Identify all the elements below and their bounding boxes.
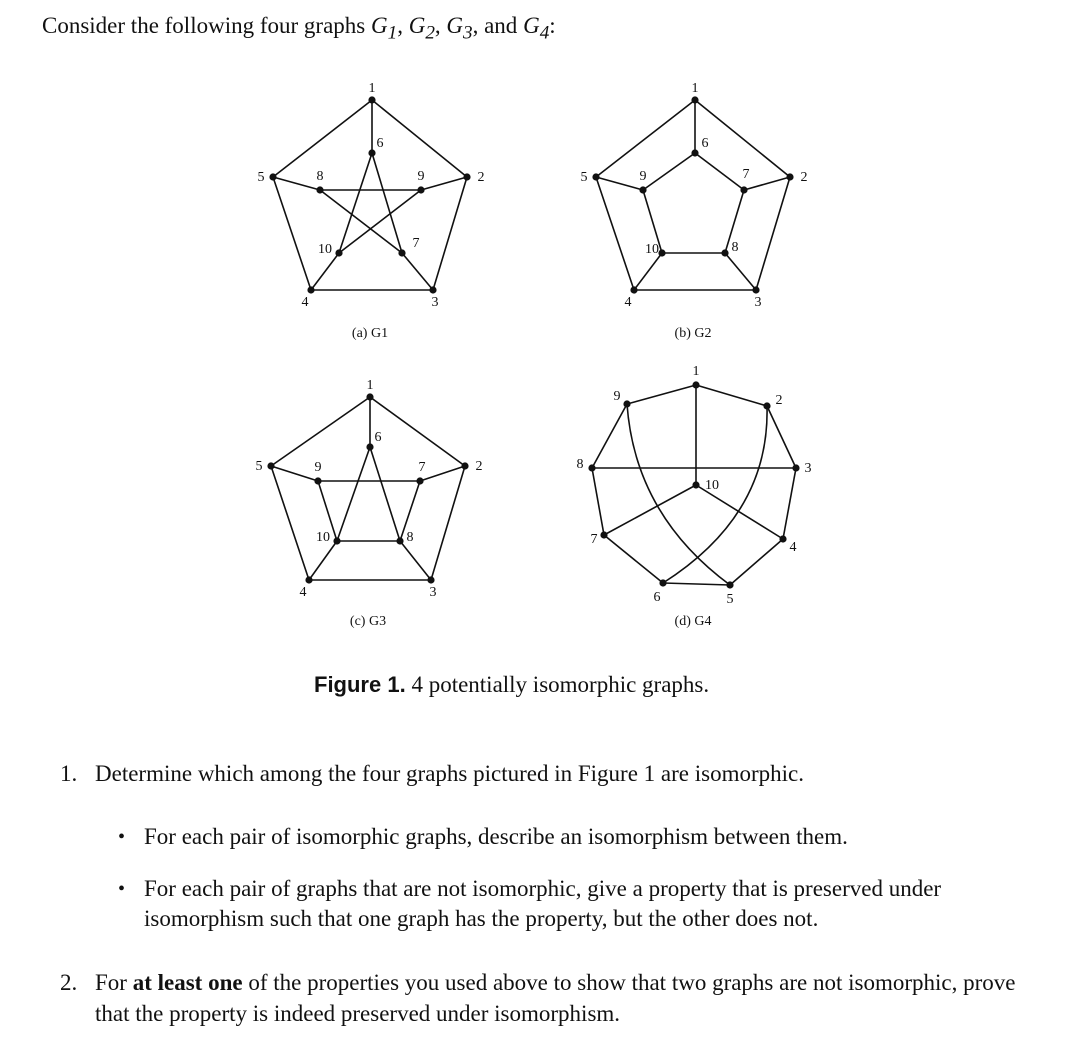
question-1-number: 1. [60, 761, 78, 786]
g2-vertex-8 [721, 249, 728, 256]
graph-g1-panel [258, 81, 485, 310]
g2-edge-5-1 [596, 100, 695, 177]
g4-vertex-3 [792, 464, 799, 471]
g2-edge-2-3 [756, 177, 790, 290]
intro-g1: $G_1$ [370, 13, 398, 44]
g2-edge-6-7 [695, 153, 744, 190]
g2-vertex-label-6: 6 [701, 136, 709, 151]
g4-vertex-label-1: 1 [692, 364, 700, 379]
g1-vertex-1 [368, 96, 375, 103]
g2-edge-4-10 [634, 253, 662, 290]
intro-prefix: Consider the following four graphs [42, 13, 366, 38]
g2-vertex-label-3: 3 [754, 295, 762, 310]
figure-caption-text: 4 potentially isomorphic graphs. [411, 672, 710, 697]
g3-vertex-label-1: 1 [366, 378, 374, 393]
g4-edge-2-3 [767, 406, 796, 468]
graphs-figure [240, 75, 840, 645]
g3-edge-6-10 [337, 447, 370, 541]
g1-vertex-9 [417, 186, 424, 193]
g3-vertex-label-2: 2 [475, 459, 483, 474]
bullet-isomorphic [118, 822, 1058, 854]
g3-edge-2-3 [431, 466, 465, 580]
bullet-not-isomorphic-text: For each pair of graphs that are not isomorphic, give a property that is preserved under isomorphism such that one graph has the property, but the other does not. [144, 876, 942, 931]
question-2-number: 2. [60, 970, 78, 995]
g4-edge-5-6 [663, 583, 730, 585]
g4-edge-6-7 [604, 535, 663, 583]
g1-edge-2-3 [433, 177, 467, 290]
g1-edge-8-7 [320, 190, 402, 253]
intro-sentence: Consider the following four graphs $G_1$, $G_2$, $G_3$, and $G_4$: [42, 13, 556, 44]
g4-vertex-1 [692, 381, 699, 388]
g3-edge-2-7 [420, 466, 465, 481]
g2-edge-4-5 [596, 177, 634, 290]
g2-vertex-6 [691, 149, 698, 156]
g2-vertex-9 [639, 186, 646, 193]
g1-edge-4-5 [273, 177, 311, 290]
g2-vertex-2 [786, 173, 793, 180]
g3-vertex-7 [416, 477, 423, 484]
g4-vertex-label-8: 8 [576, 457, 584, 472]
question-1 [60, 758, 1040, 790]
intro-g3: $G_3$ [446, 13, 473, 44]
g1-vertex-label-1: 1 [368, 81, 376, 96]
g4-vertex-label-7: 7 [590, 532, 598, 547]
g4-vertex-4 [779, 535, 786, 542]
g1-vertex-label-10: 10 [318, 242, 332, 257]
question-2 [60, 967, 1050, 1033]
g4-edge-7-8 [592, 468, 604, 535]
g4-edge-9-1 [627, 385, 696, 404]
g4-vertex-label-4: 4 [789, 540, 797, 555]
g2-edge-9-6 [643, 153, 695, 190]
figure-1 [240, 75, 840, 645]
bullet-marker: • [118, 878, 126, 900]
g4-vertex-label-2: 2 [775, 393, 783, 408]
g1-vertex-10 [335, 249, 342, 256]
g4-vertex-label-9: 9 [613, 389, 621, 404]
graph-g4-panel [577, 364, 812, 607]
g4-vertex-6 [659, 579, 666, 586]
g3-edge-5-1 [271, 397, 370, 466]
intro-g2: $G_2$ [408, 13, 435, 44]
g4-vertex-label-3: 3 [804, 461, 812, 476]
g3-vertex-8 [396, 537, 403, 544]
g2-vertex-label-7: 7 [742, 167, 750, 182]
g1-vertex-label-9: 9 [417, 169, 425, 184]
g3-vertex-2 [461, 462, 468, 469]
intro-and: and [484, 13, 518, 38]
graph-g2-panel [581, 81, 808, 310]
g1-vertex-8 [316, 186, 323, 193]
g1-edge-6-10 [339, 153, 372, 253]
g2-edge-3-8 [725, 253, 756, 290]
g3-vertex-label-7: 7 [418, 460, 426, 475]
g2-edge-1-2 [695, 100, 790, 177]
g1-edge-7-6 [372, 153, 402, 253]
g1-vertex-label-7: 7 [412, 236, 420, 251]
graph-g3-panel [256, 378, 483, 600]
g3-vertex-1 [366, 393, 373, 400]
g1-vertex-7 [398, 249, 405, 256]
g4-vertex-7 [600, 531, 607, 538]
g1-vertex-label-6: 6 [376, 136, 384, 151]
g3-vertex-label-3: 3 [429, 585, 437, 600]
g4-vertex-10 [692, 481, 699, 488]
g3-edge-1-2 [370, 397, 465, 466]
question-1-text: Determine which among the four graphs pictured in Figure 1 are isomorphic. [95, 761, 804, 786]
g3-vertex-9 [314, 477, 321, 484]
g1-edge-5-8 [273, 177, 320, 190]
g2-vertex-label-2: 2 [800, 170, 808, 185]
g4-vertex-2 [763, 402, 770, 409]
g3-vertex-label-4: 4 [299, 585, 307, 600]
g1-vertex-5 [269, 173, 276, 180]
g3-vertex-label-6: 6 [374, 430, 382, 445]
g3-vertex-6 [366, 443, 373, 450]
g3-edge-3-8 [400, 541, 431, 580]
g1-edge-4-10 [311, 253, 339, 290]
g2-vertex-label-1: 1 [691, 81, 699, 96]
g2-vertex-5 [592, 173, 599, 180]
g2-edge-2-7 [744, 177, 790, 190]
subcaption-g1: (a) G1 [351, 326, 389, 341]
g4-vertex-8 [588, 464, 595, 471]
g3-vertex-5 [267, 462, 274, 469]
g3-vertex-label-8: 8 [406, 530, 414, 545]
g3-edge-4-5 [271, 466, 309, 580]
g1-vertex-label-2: 2 [477, 170, 485, 185]
g4-edge-3-4 [783, 468, 796, 539]
figure-caption-label: Figure 1. [314, 672, 406, 697]
g4-vertex-label-6: 6 [653, 590, 661, 605]
g2-vertex-10 [658, 249, 665, 256]
bullet-marker: • [118, 826, 126, 848]
g3-vertex-3 [427, 576, 434, 583]
g1-edge-10-9 [339, 190, 421, 253]
g1-vertex-3 [429, 286, 436, 293]
g1-edge-5-1 [273, 100, 372, 177]
bullet-isomorphic-text: For each pair of isomorphic graphs, describe an isomorphism between them. [144, 824, 848, 849]
subcaption-g4: (d) G4 [674, 614, 712, 629]
g1-edge-2-9 [421, 177, 467, 190]
intro-g4: $G_4$ [523, 13, 550, 44]
g2-vertex-label-8: 8 [731, 240, 739, 255]
g2-vertex-label-9: 9 [639, 169, 647, 184]
g3-vertex-label-10: 10 [316, 530, 330, 545]
g4-edge-1-2 [696, 385, 767, 406]
question-2-emphasis: at least one [132, 970, 243, 995]
g4-edge-8-9 [592, 404, 627, 468]
g2-vertex-label-10: 10 [645, 242, 659, 257]
g3-vertex-10 [333, 537, 340, 544]
g3-vertex-label-5: 5 [255, 459, 263, 474]
g3-edge-4-10 [309, 541, 337, 580]
g1-vertex-2 [463, 173, 470, 180]
figure-caption [314, 668, 709, 702]
g3-edge-6-8 [370, 447, 400, 541]
subcaption-g3: (c) G3 [349, 614, 387, 629]
g4-vertex-label-5: 5 [726, 592, 734, 607]
g3-vertex-label-9: 9 [314, 460, 322, 475]
g1-edge-1-2 [372, 100, 467, 177]
question-2-text: For at least one of the properties you used above to show that two graphs are not isomorphic, prove that the property is indeed preserved under isomorphism. [95, 970, 1016, 1026]
subcaption-g2: (b) G2 [674, 326, 712, 341]
g2-vertex-1 [691, 96, 698, 103]
g2-edge-5-9 [596, 177, 643, 190]
g4-edge-4-5 [730, 539, 783, 585]
g4-vertex-9 [623, 400, 630, 407]
g4-edge-10-4 [696, 485, 783, 539]
g2-vertex-label-5: 5 [580, 170, 588, 185]
g1-vertex-label-4: 4 [301, 295, 309, 310]
g2-vertex-7 [740, 186, 747, 193]
g1-vertex-label-3: 3 [431, 295, 439, 310]
g1-vertex-6 [368, 149, 375, 156]
g1-vertex-label-8: 8 [316, 169, 324, 184]
g4-vertex-5 [726, 581, 733, 588]
g3-edge-5-9 [271, 466, 318, 481]
g3-vertex-4 [305, 576, 312, 583]
g2-vertex-4 [630, 286, 637, 293]
g1-vertex-label-5: 5 [257, 170, 265, 185]
g1-vertex-4 [307, 286, 314, 293]
g2-vertex-3 [752, 286, 759, 293]
g1-edge-3-7 [402, 253, 433, 290]
g2-vertex-label-4: 4 [624, 295, 632, 310]
g4-vertex-label-10: 10 [705, 478, 719, 493]
bullet-not-isomorphic [118, 874, 1058, 938]
